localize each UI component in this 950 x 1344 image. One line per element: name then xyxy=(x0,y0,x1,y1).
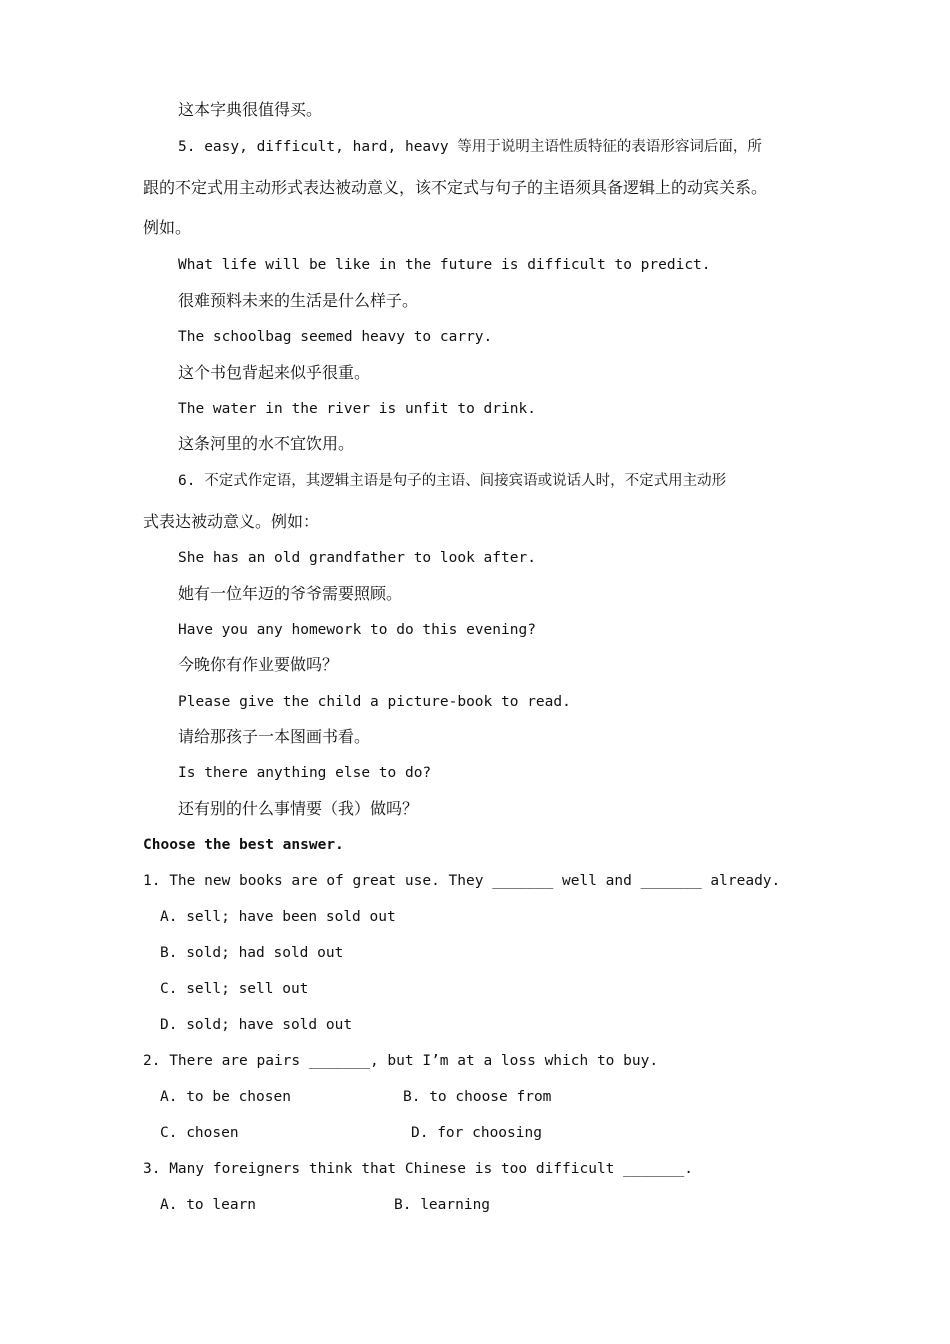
option-a: A. to learn xyxy=(160,1197,257,1213)
example-en: Have you any homework to do this evening? xyxy=(178,622,536,638)
option-a: A. sell; have been sold out xyxy=(160,909,396,925)
option-c: C. chosen xyxy=(160,1125,239,1141)
option-b: B. to choose from xyxy=(403,1089,552,1105)
option-b: B. learning xyxy=(394,1197,491,1213)
question-1: 1. The new books are of great use. They _______ well and _______ already. xyxy=(143,873,781,889)
example-en: What life will be like in the future is difficult to predict. xyxy=(178,257,711,273)
exercise-heading: Choose the best answer. xyxy=(143,837,344,853)
example-zh: 这条河里的水不宜饮用。 xyxy=(178,434,355,453)
example-en: The water in the river is unfit to drink. xyxy=(178,401,536,417)
question-2: 2. There are pairs _______, but I’m at a loss which to buy. xyxy=(143,1053,659,1069)
option-b: B. sold; had sold out xyxy=(160,945,344,961)
example-zh: 今晚你有作业要做吗？ xyxy=(178,655,339,674)
question-3: 3. Many foreigners think that Chinese is too difficult _______. xyxy=(143,1161,693,1177)
example-en: The schoolbag seemed heavy to carry. xyxy=(178,329,493,345)
rule-6-line1: 6. 不定式作定语，其逻辑主语是句子的主语、间接宾语或说话人时，不定式用主动形 xyxy=(178,473,727,489)
example-zh: 请给那孩子一本图画书看。 xyxy=(178,727,371,746)
option-d: D. for choosing xyxy=(411,1125,542,1141)
example-zh: 很难预料未来的生活是什么样子。 xyxy=(178,291,419,310)
rule-5-line3: 例如。 xyxy=(143,218,192,237)
example-zh: 还有别的什么事情要（我）做吗？ xyxy=(178,799,419,818)
text-line: 这本字典很值得买。 xyxy=(178,100,323,119)
example-en: Is there anything else to do? xyxy=(178,765,432,781)
option-d: D. sold; have sold out xyxy=(160,1017,353,1033)
option-c: C. sell; sell out xyxy=(160,981,309,997)
example-zh: 这个书包背起来似乎很重。 xyxy=(178,363,371,382)
rule-5-line1: 5. easy, difficult, hard, heavy 等用于说明主语性质特征的表语形容词后面，所 xyxy=(178,139,762,155)
option-a: A. to be chosen xyxy=(160,1089,291,1105)
rule-5-line2: 跟的不定式用主动形式表达被动意义，该不定式与句子的主语须具备逻辑上的动宾关系。 xyxy=(143,178,768,197)
example-en: She has an old grandfather to look after. xyxy=(178,550,536,566)
example-en: Please give the child a picture-book to read. xyxy=(178,694,571,710)
rule-6-line2: 式表达被动意义。例如： xyxy=(143,512,320,531)
example-zh: 她有一位年迈的爷爷需要照顾。 xyxy=(178,584,403,603)
